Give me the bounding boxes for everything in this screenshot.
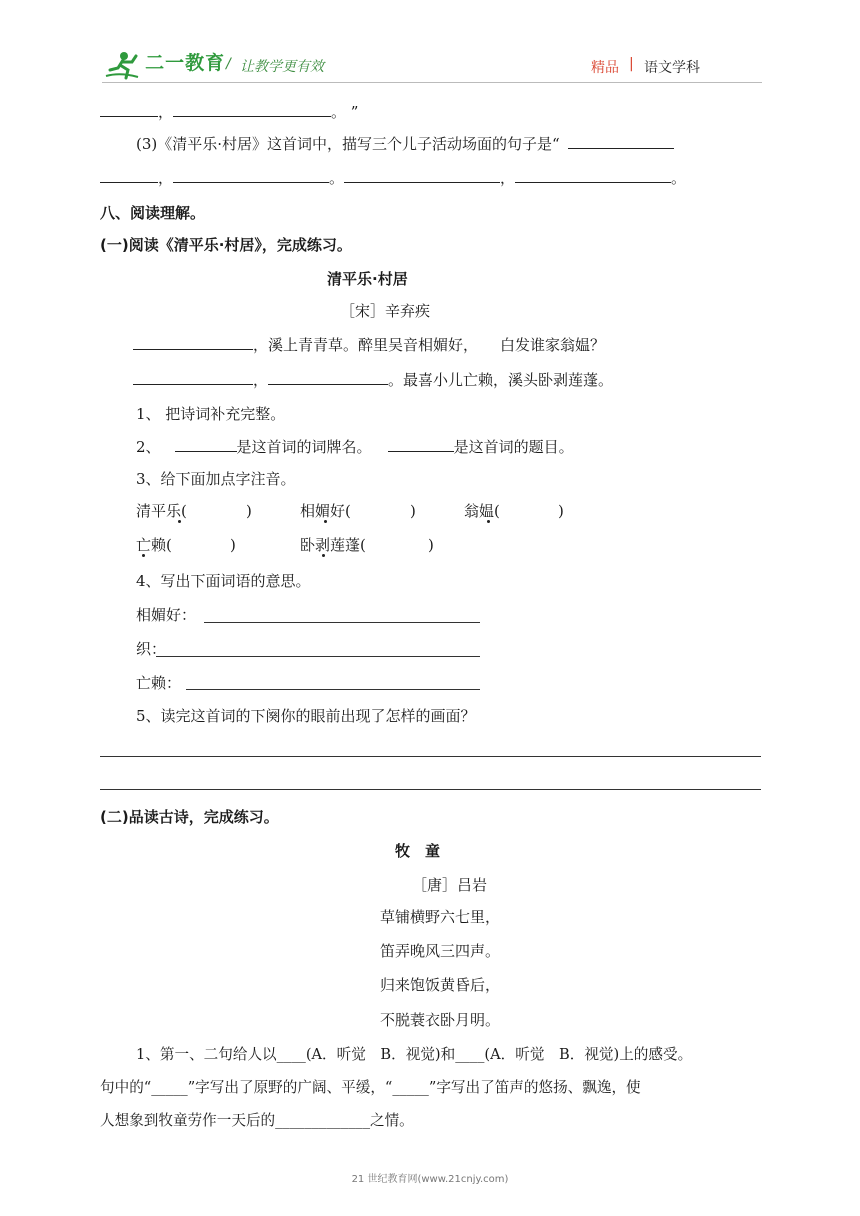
fill-line-3: ， 。 ， 。 (100, 168, 686, 188)
answer-line[interactable] (204, 622, 480, 623)
blank[interactable] (133, 370, 253, 385)
running-man-icon (104, 50, 140, 80)
pinyin-close: ) (230, 536, 236, 554)
tag-divider: | (629, 56, 634, 72)
emphasis-dot (487, 520, 490, 523)
fill-line-1: ， 。 ” (100, 102, 358, 122)
blank[interactable] (344, 168, 500, 183)
emphasis-dot (178, 520, 181, 523)
question-1: 1、 把诗词补充完整。 (136, 405, 286, 423)
brand-logo (104, 48, 225, 80)
pinyin-close: ) (246, 502, 252, 520)
emphasis-dot (142, 554, 145, 557)
footer-text: 21 世纪教育网(www.21cnjy.com) (351, 1174, 509, 1185)
blank[interactable] (173, 168, 329, 183)
question-3-text: (3)《清平乐·村居》这首词中，描写三个儿子活动场面的句子是“ (136, 134, 674, 154)
answer-line[interactable] (156, 656, 480, 657)
header-separator: / (226, 56, 231, 72)
meaning-label-1: 相媚好： (136, 606, 197, 624)
pinyin-close: ) (558, 502, 564, 520)
pinyin-item-5: 卧剥莲蓬( (300, 536, 366, 554)
meaning-label-3: 亡赖： (136, 674, 182, 692)
pinyin-item-1: 清平乐( (136, 502, 187, 520)
poem-author: ［唐］吕岩 (412, 876, 488, 894)
brand-name: 二一教育 (145, 52, 226, 74)
pinyin-item-4: 亡赖( (136, 536, 172, 554)
pinyin-close: ) (410, 502, 416, 520)
blank[interactable] (268, 370, 388, 385)
poem-line: 不脱蓑衣卧月明。 (380, 1011, 501, 1029)
blank[interactable] (388, 437, 454, 452)
blank[interactable] (515, 168, 671, 183)
poem-line: 笛弄晚风三四声。 (380, 942, 501, 960)
pinyin-item-3: 翁媪( (464, 502, 500, 520)
part-title: (二)品读古诗，完成练习。 (100, 808, 279, 826)
meaning-label-2: 织： (136, 640, 167, 658)
poem-line-2: ， 。最喜小儿亡赖，溪头卧剥莲蓬。 (133, 370, 613, 390)
poem-author: ［宋］辛弃疾 (340, 302, 431, 320)
tag-subject: 语文学科 (644, 60, 700, 76)
blank[interactable] (100, 102, 158, 117)
question-4: 4、写出下面词语的意思。 (136, 572, 311, 590)
blank[interactable] (568, 134, 674, 149)
poem-title: 清平乐·村居 (327, 270, 408, 288)
answer-line[interactable] (186, 689, 480, 690)
poem-line-1: ，溪上青青草。醉里吴音相媚好， 白发谁家翁媪？ (133, 335, 605, 355)
poem-line: 草铺横野六七里， (380, 908, 501, 926)
tag-jingpin: 精品 (591, 60, 619, 76)
pinyin-close: ) (428, 536, 434, 554)
header-rule (102, 82, 762, 83)
blank[interactable] (133, 335, 253, 350)
section-title: 八、阅读理解。 (100, 204, 206, 222)
question-5: 5、读完这首词的下阕你的眼前出现了怎样的画面？ (136, 707, 476, 725)
answer-line[interactable] (100, 789, 761, 790)
poem-line: 归来饱饭黄昏后， (380, 976, 501, 994)
blank[interactable] (100, 168, 158, 183)
blank[interactable] (175, 437, 237, 452)
question-text: 人想象到牧童劳作一天后的_____________之情。 (100, 1112, 414, 1129)
question-text: 1、第一、二句给人以____(A．听觉 B．视觉)和____(A．听觉 B．视觉)上的感受。 (136, 1046, 693, 1063)
header-slogan: 让教学更有效 (240, 59, 324, 75)
poem-title: 牧 童 (395, 842, 441, 860)
emphasis-dot (324, 520, 327, 523)
question-text: 句中的“_____”字写出了原野的广阔、平缓，“_____”字写出了笛声的悠扬、飘逸，使 (100, 1079, 641, 1096)
question-3: 3、给下面加点字注音。 (136, 470, 296, 488)
blank[interactable] (173, 102, 331, 117)
part-title: (一)阅读《清平乐·村居》，完成练习。 (100, 236, 352, 254)
answer-line[interactable] (100, 756, 761, 757)
question-2: 2、 是这首词的词牌名。 是这首词的题目。 (136, 438, 574, 456)
pinyin-item-2: 相媚好( (300, 502, 351, 520)
emphasis-dot (322, 554, 325, 557)
